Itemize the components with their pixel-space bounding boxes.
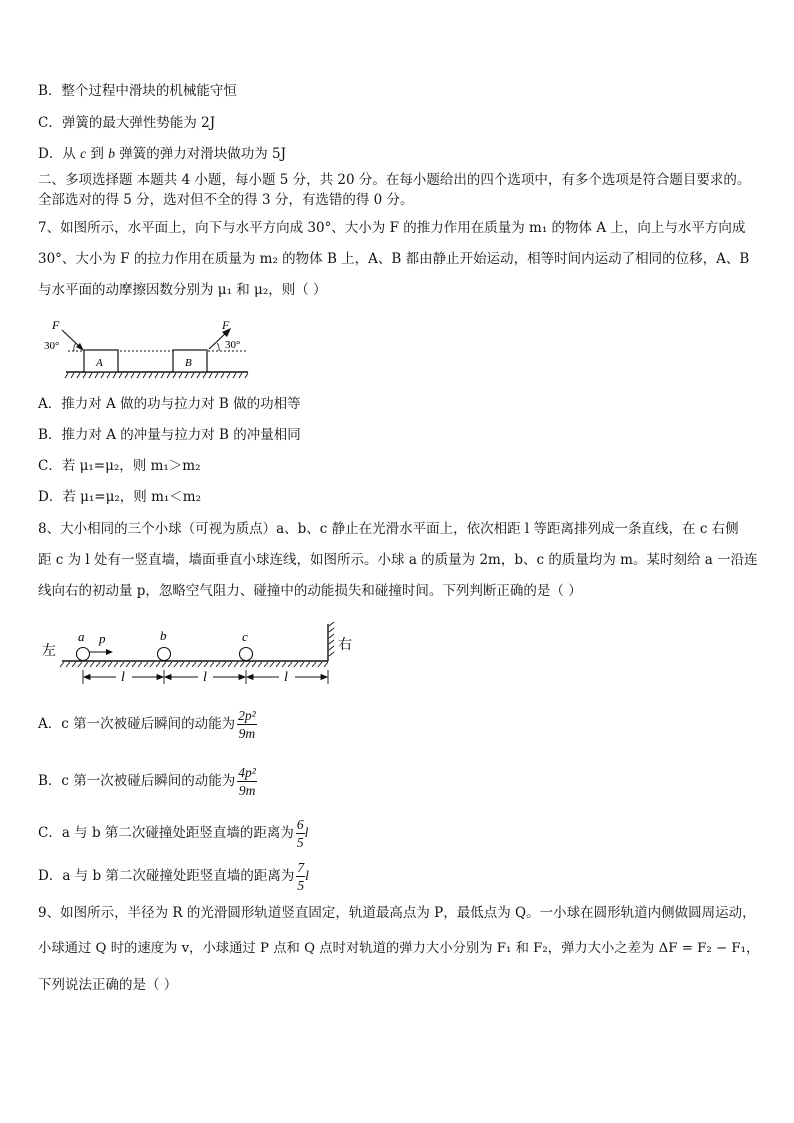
- ball-a: [77, 648, 90, 661]
- option-8c-denominator: 5: [296, 835, 304, 850]
- question-7-line-1: 7、如图所示，水平面上，向下与水平方向成 30°、大小为 F 的推力作用在质量为 m₁ 的物体 A 上，向上与水平方向成: [38, 220, 746, 236]
- option-8a-denominator: 9m: [238, 726, 256, 741]
- option-8d-variable: l: [305, 868, 309, 883]
- option-7d: D．若 μ₁=μ₂，则 m₁＜m₂: [38, 489, 202, 505]
- label-c: c: [242, 629, 248, 644]
- option-7a: A．推力对 A 做的功与拉力对 B 做的功相等: [38, 396, 301, 412]
- label-l-2: l: [203, 670, 207, 685]
- option-8d-numerator: 7: [297, 860, 305, 875]
- option-8d: [38, 858, 309, 894]
- label-l-1: l: [121, 670, 125, 685]
- option-8a: [38, 706, 257, 742]
- ball-b: [158, 648, 171, 661]
- option-8a-fraction: [237, 707, 257, 742]
- label-l-3: l: [284, 670, 288, 685]
- option-8d-fraction: [296, 859, 305, 894]
- option-8b: [38, 763, 257, 799]
- option-6d: [38, 145, 286, 163]
- option-8a-text: A．c 第一次被碰后瞬间的动能为: [38, 716, 236, 732]
- label-p: p: [99, 631, 106, 646]
- question-9-line-1: 9、如图所示，半径为 R 的光滑圆形轨道竖直固定，轨道最高点为 P，最低点为 Q。一小球在圆形轨道内侧做圆周运动，: [38, 905, 756, 921]
- option-8b-fraction: [237, 764, 257, 799]
- label-right: 右: [338, 638, 352, 653]
- option-8b-denominator: 9m: [238, 783, 256, 798]
- option-8d-text: D．a 与 b 第二次碰撞处距竖直墙的距离为: [38, 868, 295, 884]
- question-7-figure: [38, 316, 254, 382]
- option-8c-variable: l: [304, 825, 309, 840]
- label-block-b: B: [185, 357, 192, 369]
- option-7c: C．若 μ₁=μ₂，则 m₁＞m₂: [38, 458, 201, 474]
- question-8-line-2: 距 c 为 l 处有一竖直墙，墙面垂直小球连线，如图所示。小球 a 的质量为 2m，b、c 的质量均为 m。某时刻给 a 一沿连: [38, 552, 758, 568]
- option-6d-c: c: [80, 146, 87, 161]
- label-angle-left: 30°: [44, 340, 60, 352]
- option-6d-post: 弹簧的弹力对滑块做功为 5J: [114, 146, 287, 162]
- option-8b-text: B．c 第一次被碰后瞬间的动能为: [38, 773, 236, 789]
- label-b: b: [160, 628, 167, 643]
- label-f-right: F: [222, 318, 230, 332]
- option-8b-numerator: 4p²: [238, 765, 256, 780]
- question-8-line-3: 线向右的初动量 p，忽略空气阻力、碰撞中的动能损失和碰撞时间。下列判断正确的是（ ）: [38, 583, 582, 599]
- option-6b: B．整个过程中滑块的机械能守恒: [38, 83, 237, 99]
- option-8c: [38, 815, 308, 851]
- option-6d-mid: 到: [86, 146, 109, 162]
- option-6d-pre: D．从: [38, 146, 81, 162]
- option-8d-denominator: 5: [297, 878, 305, 893]
- question-8-figure: [40, 622, 370, 688]
- option-8c-text: C．a 与 b 第二次碰撞处距竖直墙的距离为: [38, 825, 294, 841]
- section-2-instructions-line-1: 二、多项选择题 本题共 4 小题，每小题 5 分，共 20 分。在每小题给出的四个选项中，有多个选项是符合题目要求的。: [38, 172, 751, 188]
- label-left: 左: [42, 644, 56, 659]
- question-7-line-2: 30°、大小为 F 的拉力作用在质量为 m₂ 的物体 B 上，A、B 都由静止开始运动，相等时间内运动了相同的位移，A、B: [38, 251, 750, 267]
- option-6c: C．弹簧的最大弹性势能为 2J: [38, 115, 216, 131]
- option-8c-numerator: 6: [296, 817, 304, 832]
- ball-c: [240, 648, 253, 661]
- section-2-instructions-line-2: 全部选对的得 5 分，选对但不全的得 3 分，有选错的得 0 分。: [38, 192, 414, 208]
- label-a: a: [78, 629, 85, 644]
- question-8-line-1: 8、大小相同的三个小球（可视为质点）a、b、c 静止在光滑水平面上，依次相距 l 等距离排列成一条直线，在 c 右侧: [38, 521, 739, 537]
- question-9-line-2: 小球通过 Q 时的速度为 v，小球通过 P 点和 Q 点时对轨道的弹力大小分别为 F₁ 和 F₂，弹力大小之差为 ΔF = F₂ − F₁，: [38, 941, 760, 956]
- question-7-line-3: 与水平面的动摩擦因数分别为 μ₁ 和 μ₂，则（ ）: [38, 282, 327, 298]
- option-6d-b: b: [108, 146, 115, 161]
- option-7b: B．推力对 A 的冲量与拉力对 B 的冲量相同: [38, 427, 301, 443]
- label-f-left: F: [52, 318, 60, 332]
- option-8a-numerator: 2p²: [238, 708, 256, 723]
- option-8c-fraction: [296, 816, 305, 851]
- label-angle-right: 30°: [225, 339, 241, 351]
- label-block-a: A: [96, 357, 103, 369]
- question-9-line-3: 下列说法正确的是（ ）: [38, 977, 178, 993]
